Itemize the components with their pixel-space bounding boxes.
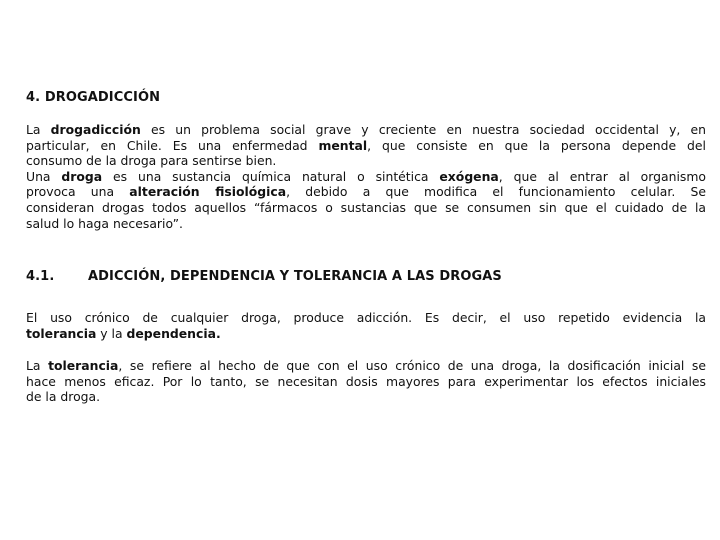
text-line — [26, 216, 706, 232]
subsection-title: ADICCIÓN, DEPENDENCIA Y TOLERANCIA A LAS DROGAS — [88, 269, 502, 284]
text-run: La — [26, 122, 51, 137]
text-run: es una sustancia química natural o sintética — [102, 168, 440, 184]
text-line — [26, 358, 706, 374]
bold-term-exogena: exógena — [439, 168, 499, 184]
section-title: DROGADICCIÓN — [44, 90, 161, 105]
text-line — [26, 200, 706, 216]
text-run: La — [26, 358, 49, 373]
text-run: consumo de la droga para sentirse bien. — [26, 153, 277, 169]
intro-paragraph — [26, 122, 706, 231]
text-line — [26, 389, 706, 405]
text-run: hace menos eficaz. Por lo tanto, se necesitan dosis mayores para experimentar los efectos iniciales — [26, 373, 706, 389]
text-run: Una — [26, 168, 62, 184]
bold-term-tolerancia: tolerancia — [48, 358, 119, 373]
tolerance-paragraph — [26, 358, 706, 405]
text-run: y la — [96, 325, 127, 341]
bold-term-mental: mental — [318, 137, 368, 153]
subsection-number: 4.1. — [26, 269, 55, 284]
text-line — [26, 122, 706, 138]
section-heading — [26, 90, 160, 105]
bold-term-dependencia: dependencia. — [126, 325, 221, 341]
text-line — [26, 169, 706, 185]
bold-term-drogadiccion: drogadicción — [50, 122, 141, 137]
text-line — [26, 138, 706, 154]
text-line — [26, 184, 706, 200]
text-run: consideran drogas todos aquellos “fármacos o sustancias que se consumen sin que el cuidado de la — [26, 199, 706, 215]
text-run: El uso crónico de cualquier droga, produce adicción. Es decir, el uso repetido evidencia la — [26, 310, 706, 325]
text-line — [26, 153, 706, 169]
subsection-heading — [26, 269, 502, 284]
addiction-paragraph — [26, 310, 706, 341]
text-run: provoca una — [26, 184, 130, 200]
text-run: es un problema social grave y creciente en nuestra sociedad occidental y, en — [140, 122, 706, 137]
text-run: de la droga. — [26, 389, 101, 405]
text-run: , que al entrar al organismo — [498, 168, 706, 184]
text-line — [26, 326, 706, 342]
text-run: , debido a que modifica el funcionamiento celular. Se — [286, 184, 706, 200]
text-line — [26, 310, 706, 326]
text-run: salud lo haga necesario”. — [26, 215, 183, 231]
text-line — [26, 374, 706, 390]
bold-term-alteracion-fisiologica: alteración fisiológica — [129, 184, 287, 200]
text-run: , que consiste en que la persona depende del — [367, 137, 706, 153]
text-run: , se refiere al hecho de que con el uso crónico de una droga, la dosificación inicial se — [118, 358, 707, 373]
bold-term-droga: droga — [61, 168, 103, 184]
text-run: particular, en Chile. Es una enfermedad — [26, 137, 319, 153]
bold-term-tolerancia: tolerancia — [26, 325, 97, 341]
section-number: 4. — [26, 90, 41, 105]
